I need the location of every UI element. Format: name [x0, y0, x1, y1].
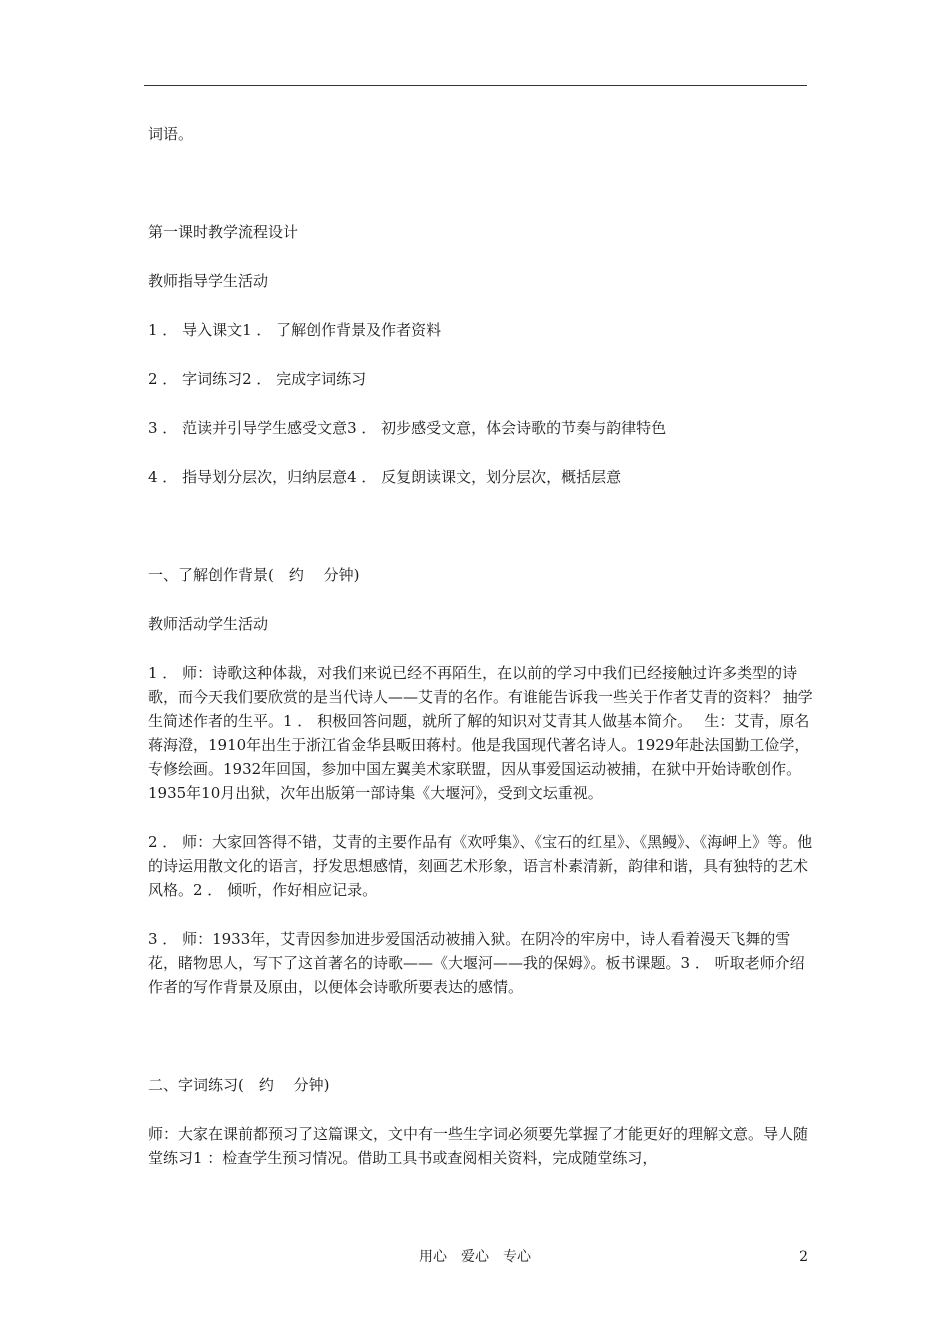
- flow-item-3: 3 ． 范读并引导学生感受文意3 ． 初步感受文意，体会诗歌的节奏与韵律特色: [148, 419, 667, 437]
- flow-item-1: 1 ． 导入课文1 ． 了解创作背景及作者资料: [148, 321, 442, 339]
- flow-item-4: 4 ． 指导划分层次，归纳层意4 ． 反复朗读课文，划分层次，概括层意: [148, 468, 622, 486]
- page-number: 2: [799, 1249, 808, 1265]
- table-header: 教师指导学生活动: [148, 272, 269, 290]
- paragraph-continued: 词语。: [148, 125, 194, 143]
- activity-header: 教师活动学生活动: [148, 615, 269, 633]
- header-rule: [144, 85, 807, 86]
- document-body: [148, 122, 814, 1170]
- section-heading-2: 二、字词练习( 约 分钟): [148, 1076, 330, 1094]
- footer-motto: 用心 爱心 专心: [419, 1249, 531, 1265]
- section-heading-1: 一、了解创作背景( 约 分钟): [148, 566, 360, 584]
- activity-paragraph-3: 3 ． 师：1933年，艾青因参加进步爱国活动被捕入狱。在阴冷的牢房中，诗人看着漫天飞舞的雪花，睹物思人，写下了这首著名的诗歌——《大堰河——我的保姆》。板书课题。3 ． 听取老师介绍作者的写作背景及原由，以便体会诗歌所要表达的感情。: [148, 930, 805, 996]
- flow-item-2: 2 ． 字词练习2 ． 完成字词练习: [148, 370, 367, 388]
- section-title: 第一课时教学流程设计: [148, 223, 299, 241]
- activity-paragraph-1: 1 ． 师：诗歌这种体裁，对我们来说已经不再陌生，在以前的学习中我们已经接触过许多类型的诗歌，而今天我们要欣赏的是当代诗人——艾青的名作。有谁能告诉我一些关于作者艾青的资料？ 抽学生简述作者的生平。1 ． 积极回答问题，就所了解的知识对艾青其人做基本简介。 生：艾青，原名蒋海澄，1910年出生于浙江省金华县畈田蒋村。他是我国现代著名诗人。1929年赴法国勤工俭学，专修绘画。1932年回国，参加中国左翼美术家联盟，因从事爱国运动被捕，在狱中开始诗歌创作。1935年10月出狱，次年出版第一部诗集《大堰河》，受到文坛重视。: [148, 664, 813, 802]
- practice-paragraph: 师：大家在课前都预习了这篇课文，文中有一些生字词必须要先掌握了才能更好的理解文意。导人随堂练习1 ：检查学生预习情况。借助工具书或查阅相关资料，完成随堂练习，: [148, 1125, 809, 1167]
- activity-paragraph-2: 2 ． 师：大家回答得不错，艾青的主要作品有《欢呼集》、《宝石的红星》、《黑鳗》、《海岬上》等。他的诗运用散文化的语言，抒发思想感情，刻画艺术形象，语言朴素清新，韵律和谐，具有独特的艺术风格。2 ． 倾听，作好相应记录。: [148, 833, 813, 899]
